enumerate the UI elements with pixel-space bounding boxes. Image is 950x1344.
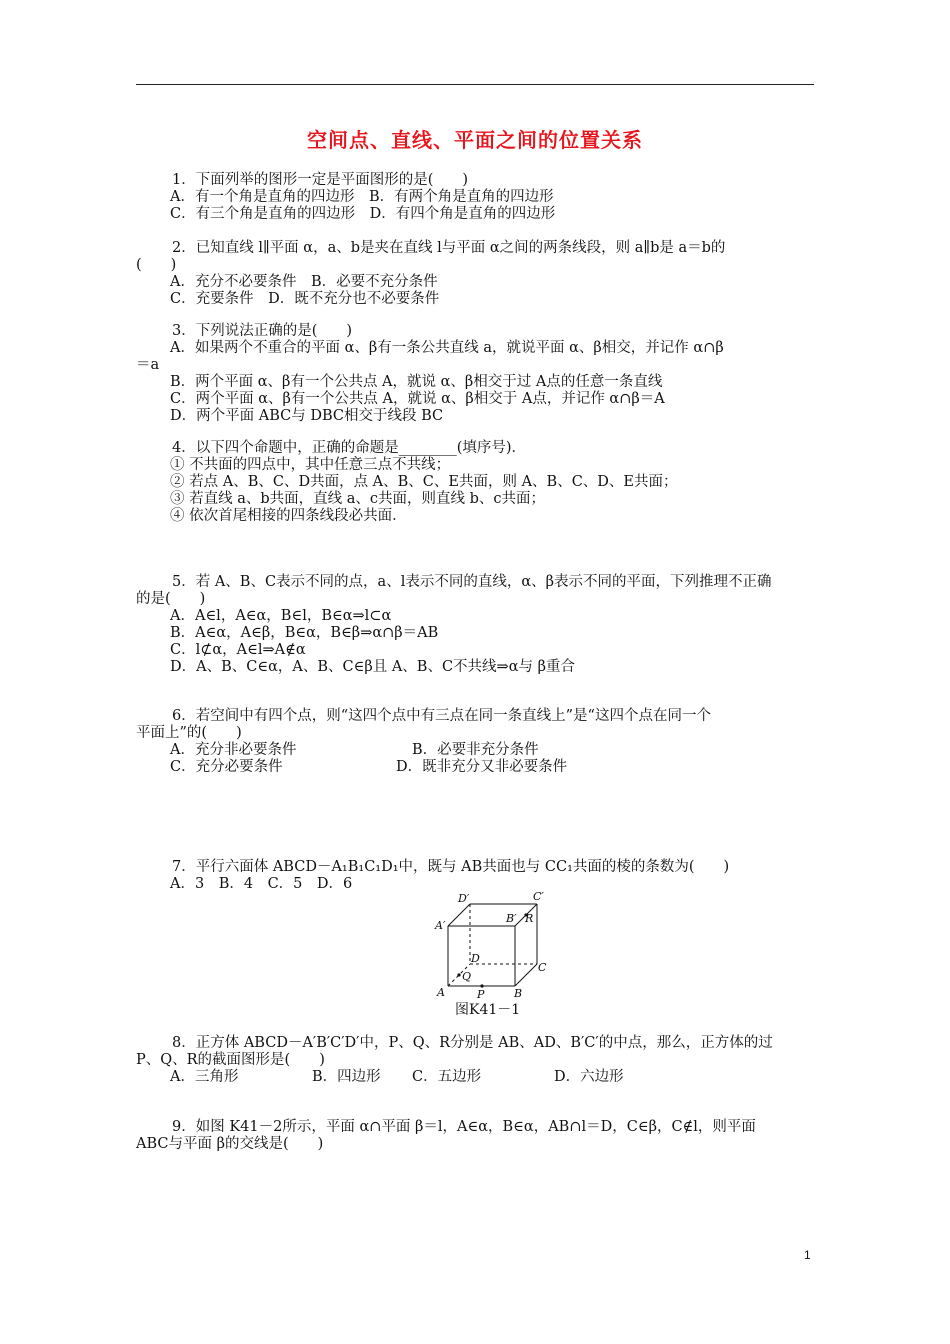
q8-option-b: B．四边形: [312, 1069, 381, 1085]
q4-item-3: ③ 若直线 a、b共面，直线 a、c共面，则直线 b、c共面；: [170, 491, 546, 507]
label-p: P: [477, 988, 485, 1001]
q6-option-b: B．必要非充分条件: [412, 742, 539, 758]
q3-option-d: D．两个平面 ABC与 DBC相交于线段 BC: [170, 408, 444, 424]
q3-option-a: A．如果两个不重合的平面 α、β有一条公共直线 a，就说平面 α、β相交，并记作 α∩β: [170, 340, 724, 356]
q5-stem-cont: 的是( ): [136, 591, 206, 607]
label-r: R: [525, 912, 534, 925]
q3-option-c: C．两个平面 α、β有一个公共点 A，就说 α、β相交于 A点，并记作 α∩β＝A: [170, 391, 665, 407]
q3-option-b: B．两个平面 α、β有一个公共点 A，就说 α、β相交于过 A点的任意一条直线: [170, 374, 663, 390]
q4-stem: 4．以下四个命题中，正确的命题是________(填序号)．: [172, 440, 527, 456]
q4-item-2: ② 若点 A、B、C、D共面，点 A、B、C、E共面，则 A、B、C、D、E共面；: [170, 474, 678, 490]
q2-stem-cont: ( ): [136, 257, 177, 273]
q8-option-c: C．五边形: [412, 1069, 482, 1085]
label-b: B: [514, 987, 523, 1000]
q8-stem-cont: P、Q、R的截面图形是( ): [136, 1052, 325, 1068]
q8-option-d: D．六边形: [554, 1069, 624, 1085]
q6-stem-cont: 平面上”的( ): [136, 725, 242, 741]
q8-option-a: A．三角形: [170, 1069, 239, 1085]
header-rule: [136, 84, 814, 85]
q1-stem: 1．下面列举的图形一定是平面图形的是( ): [172, 172, 469, 188]
q8-stem: 8．正方体 ABCD－A′B′C′D′中，P、Q、R分别是 AB、AD、B′C′的中点，那么，正方体的过: [172, 1035, 773, 1051]
label-cp: C′: [533, 890, 544, 903]
q2-options-ab: A．充分不必要条件 B．必要不充分条件: [170, 274, 438, 290]
label-dp: D′: [458, 892, 470, 905]
q4-item-1: ① 不共面的四点中，其中任意三点不共线；: [170, 457, 451, 473]
label-d: D: [471, 952, 480, 965]
q2-options-cd: C．充要条件 D．既不充分也不必要条件: [170, 291, 440, 307]
q5-option-c: C．l⊄α，A∈l⇒A∉α: [170, 642, 306, 658]
label-q: Q: [462, 970, 472, 983]
q2-stem: 2．已知直线 l∥平面 α，a、b是夹在直线 l与平面 α之间的两条线段，则 a∥b是 a＝b的: [172, 240, 726, 256]
figure-caption: 图K41－1: [455, 1002, 521, 1018]
q9-stem-cont: ABC与平面 β的交线是( ): [136, 1136, 324, 1152]
q5-option-a: A．A∈l，A∈α，B∈l，B∈α⇒l⊂α: [170, 608, 392, 624]
q7-options: A．3 B．4 C．5 D．6: [170, 876, 353, 892]
q3-option-a-cont: ＝a: [136, 357, 160, 373]
q1-options-ab: A．有一个角是直角的四边形 B．有两个角是直角的四边形: [170, 189, 554, 205]
q5-option-b: B．A∈α，A∈β，B∈α，B∈β⇒α∩β＝AB: [170, 625, 439, 641]
q6-option-a: A．充分非必要条件: [170, 742, 297, 758]
edge-b-c: [515, 964, 537, 986]
q3-stem: 3．下列说法正确的是( ): [172, 323, 353, 339]
q4-item-4: ④ 依次首尾相接的四条线段必共面．: [170, 508, 407, 524]
label-ap: A′: [435, 919, 446, 932]
point-q: [457, 973, 460, 976]
page-number: 1: [804, 1248, 811, 1262]
label-a: A: [437, 986, 445, 999]
q6-option-c: C．充分必要条件: [170, 759, 283, 775]
edge-ap-dp: [448, 904, 470, 926]
q6-option-d: D．既非充分又非必要条件: [396, 759, 568, 775]
cube-figure: [430, 886, 550, 1006]
q1-options-cd: C．有三个角是直角的四边形 D．有四个角是直角的四边形: [170, 206, 556, 222]
page-title: 空间点、直线、平面之间的位置关系: [307, 128, 643, 152]
q5-stem: 5．若 A、B、C表示不同的点，a、l表示不同的直线，α、β表示不同的平面，下列推理不正确: [172, 574, 772, 590]
q9-stem: 9．如图 K41－2所示，平面 α∩平面 β＝l，A∈α，B∈α，AB∩l＝D，C∈β，C∉l，则平面: [172, 1119, 756, 1135]
label-c: C: [538, 961, 547, 974]
q7-stem: 7．平行六面体 ABCD－A₁B₁C₁D₁中，既与 AB共面也与 CC₁共面的棱的条数为( ): [172, 859, 730, 875]
q5-option-d: D．A、B、C∈α，A、B、C∈β且 A、B、C不共线⇒α与 β重合: [170, 659, 575, 675]
label-bp: B′: [506, 912, 517, 925]
q6-stem: 6．若空间中有四个点，则“这四个点中有三点在同一条直线上”是“这四个点在同一个: [172, 708, 711, 724]
